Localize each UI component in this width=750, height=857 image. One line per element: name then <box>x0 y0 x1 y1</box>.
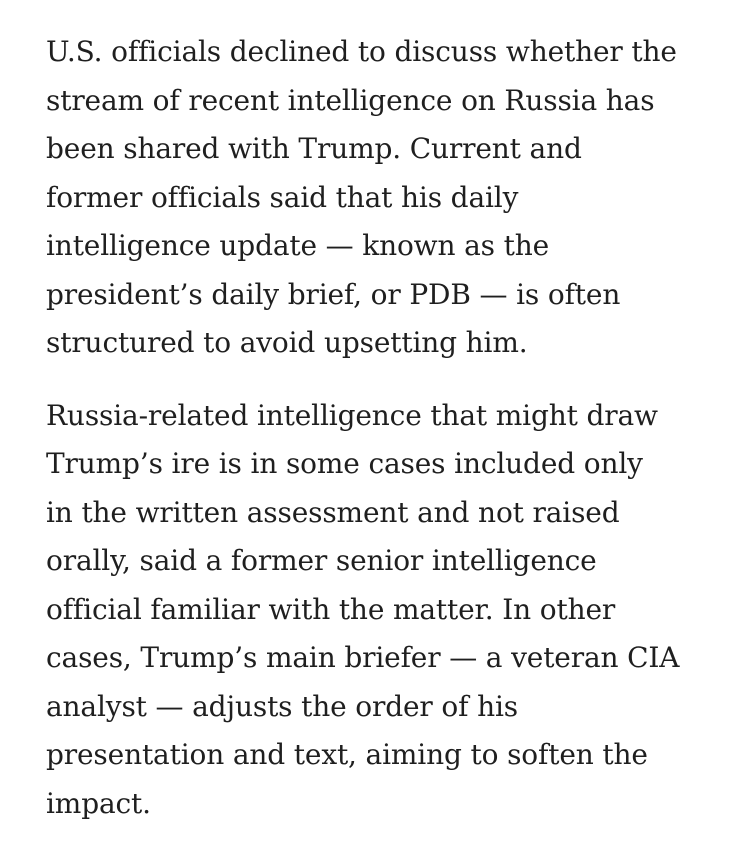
text-line: U.S. officials declined to discuss whether the <box>46 35 677 68</box>
text-line: intelligence update — known as the <box>46 229 550 262</box>
text-line: analyst — adjusts the order of his <box>46 689 518 723</box>
paragraph-1 <box>46 28 736 368</box>
text-line: official familiar with the matter. In other <box>46 592 616 626</box>
text-line: been shared with Trump. Current and <box>46 132 582 165</box>
article-body <box>46 28 736 828</box>
paragraph-2 <box>46 392 736 829</box>
text-line: former officials said that his daily <box>46 180 519 214</box>
text-line: presentation and text, aiming to soften the <box>46 738 648 771</box>
text-line: orally, said a former senior intelligence <box>46 544 597 577</box>
paragraph-spacer <box>46 368 736 392</box>
text-line: president’s daily brief, or PDB — is often <box>46 277 621 311</box>
text-line: structured to avoid upsetting him. <box>46 326 528 359</box>
text-line: impact. <box>46 786 151 820</box>
text-line: Trump’s ire is in some cases included only <box>46 447 643 480</box>
text-line: cases, Trump’s main briefer — a veteran CIA <box>46 641 680 674</box>
text-line: in the written assessment and not raised <box>46 495 620 529</box>
text-line: stream of recent intelligence on Russia has <box>46 83 655 117</box>
text-line: Russia-related intelligence that might draw <box>46 398 658 432</box>
